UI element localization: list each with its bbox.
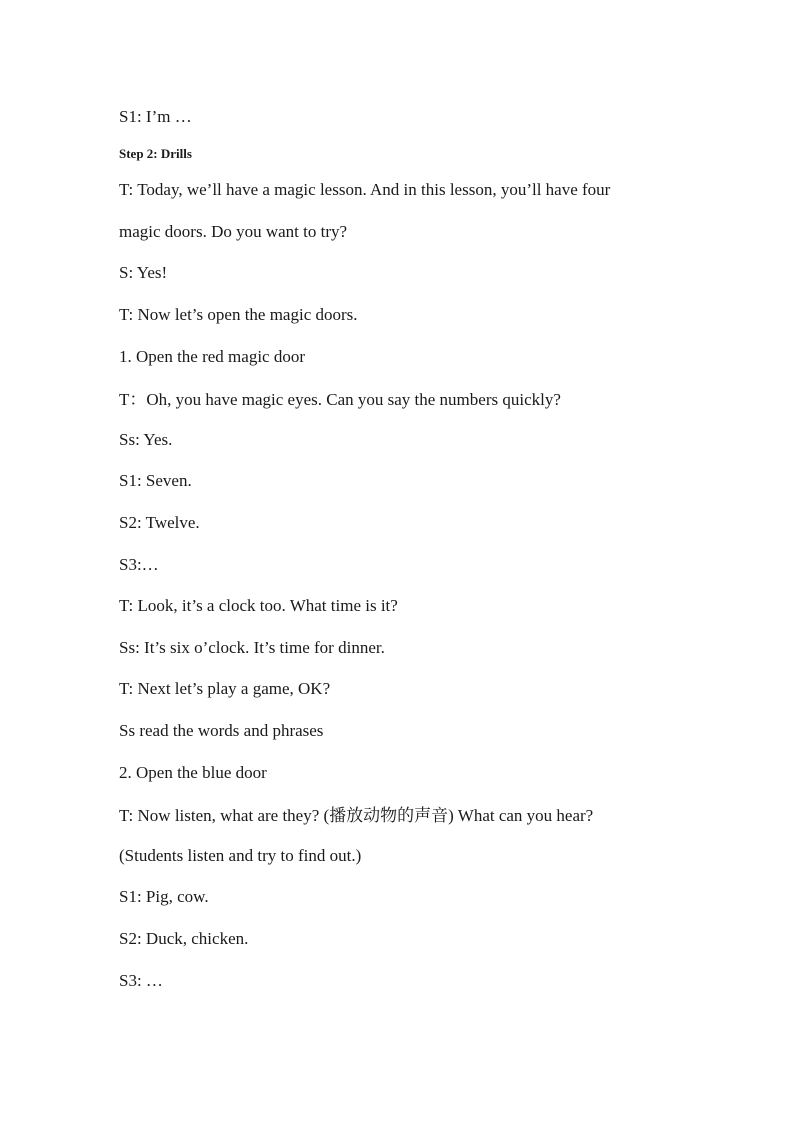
dialogue-line: T: Next let’s play a game, OK? — [119, 679, 331, 698]
instruction-line: Ss read the words and phrases — [119, 721, 324, 740]
instruction-line: (Students listen and try to find out.) — [119, 846, 362, 865]
dialogue-line: S1: Seven. — [119, 471, 192, 490]
dialogue-line: Ss: It’s six o’clock. It’s time for dinner. — [119, 638, 385, 657]
dialogue-line: magic doors. Do you want to try? — [119, 222, 348, 241]
dialogue-line: S2: Duck, chicken. — [119, 929, 249, 948]
dialogue-line: T: Now let’s open the magic doors. — [119, 305, 358, 324]
subsection-heading: 2. Open the blue door — [119, 763, 267, 782]
dialogue-line: S1: I’m … — [119, 107, 192, 126]
dialogue-line: S3: … — [119, 971, 163, 990]
dialogue-line: S3:… — [119, 555, 159, 574]
dialogue-line: Ss: Yes. — [119, 430, 173, 449]
dialogue-line: S1: Pig, cow. — [119, 887, 209, 906]
section-heading: Step 2: Drills — [119, 146, 192, 161]
dialogue-line: T: Today, we’ll have a magic lesson. And in this lesson, you’ll have four — [119, 180, 611, 199]
dialogue-line: T: Now listen, what are they? (播放动物的声音) What can you hear? — [119, 806, 594, 825]
subsection-heading: 1. Open the red magic door — [119, 347, 305, 366]
dialogue-line: T：Oh, you have magic eyes. Can you say the numbers quickly? — [119, 390, 561, 409]
dialogue-line: S: Yes! — [119, 263, 168, 282]
dialogue-line: S2: Twelve. — [119, 513, 200, 532]
dialogue-line: T: Look, it’s a clock too. What time is it? — [119, 596, 398, 615]
